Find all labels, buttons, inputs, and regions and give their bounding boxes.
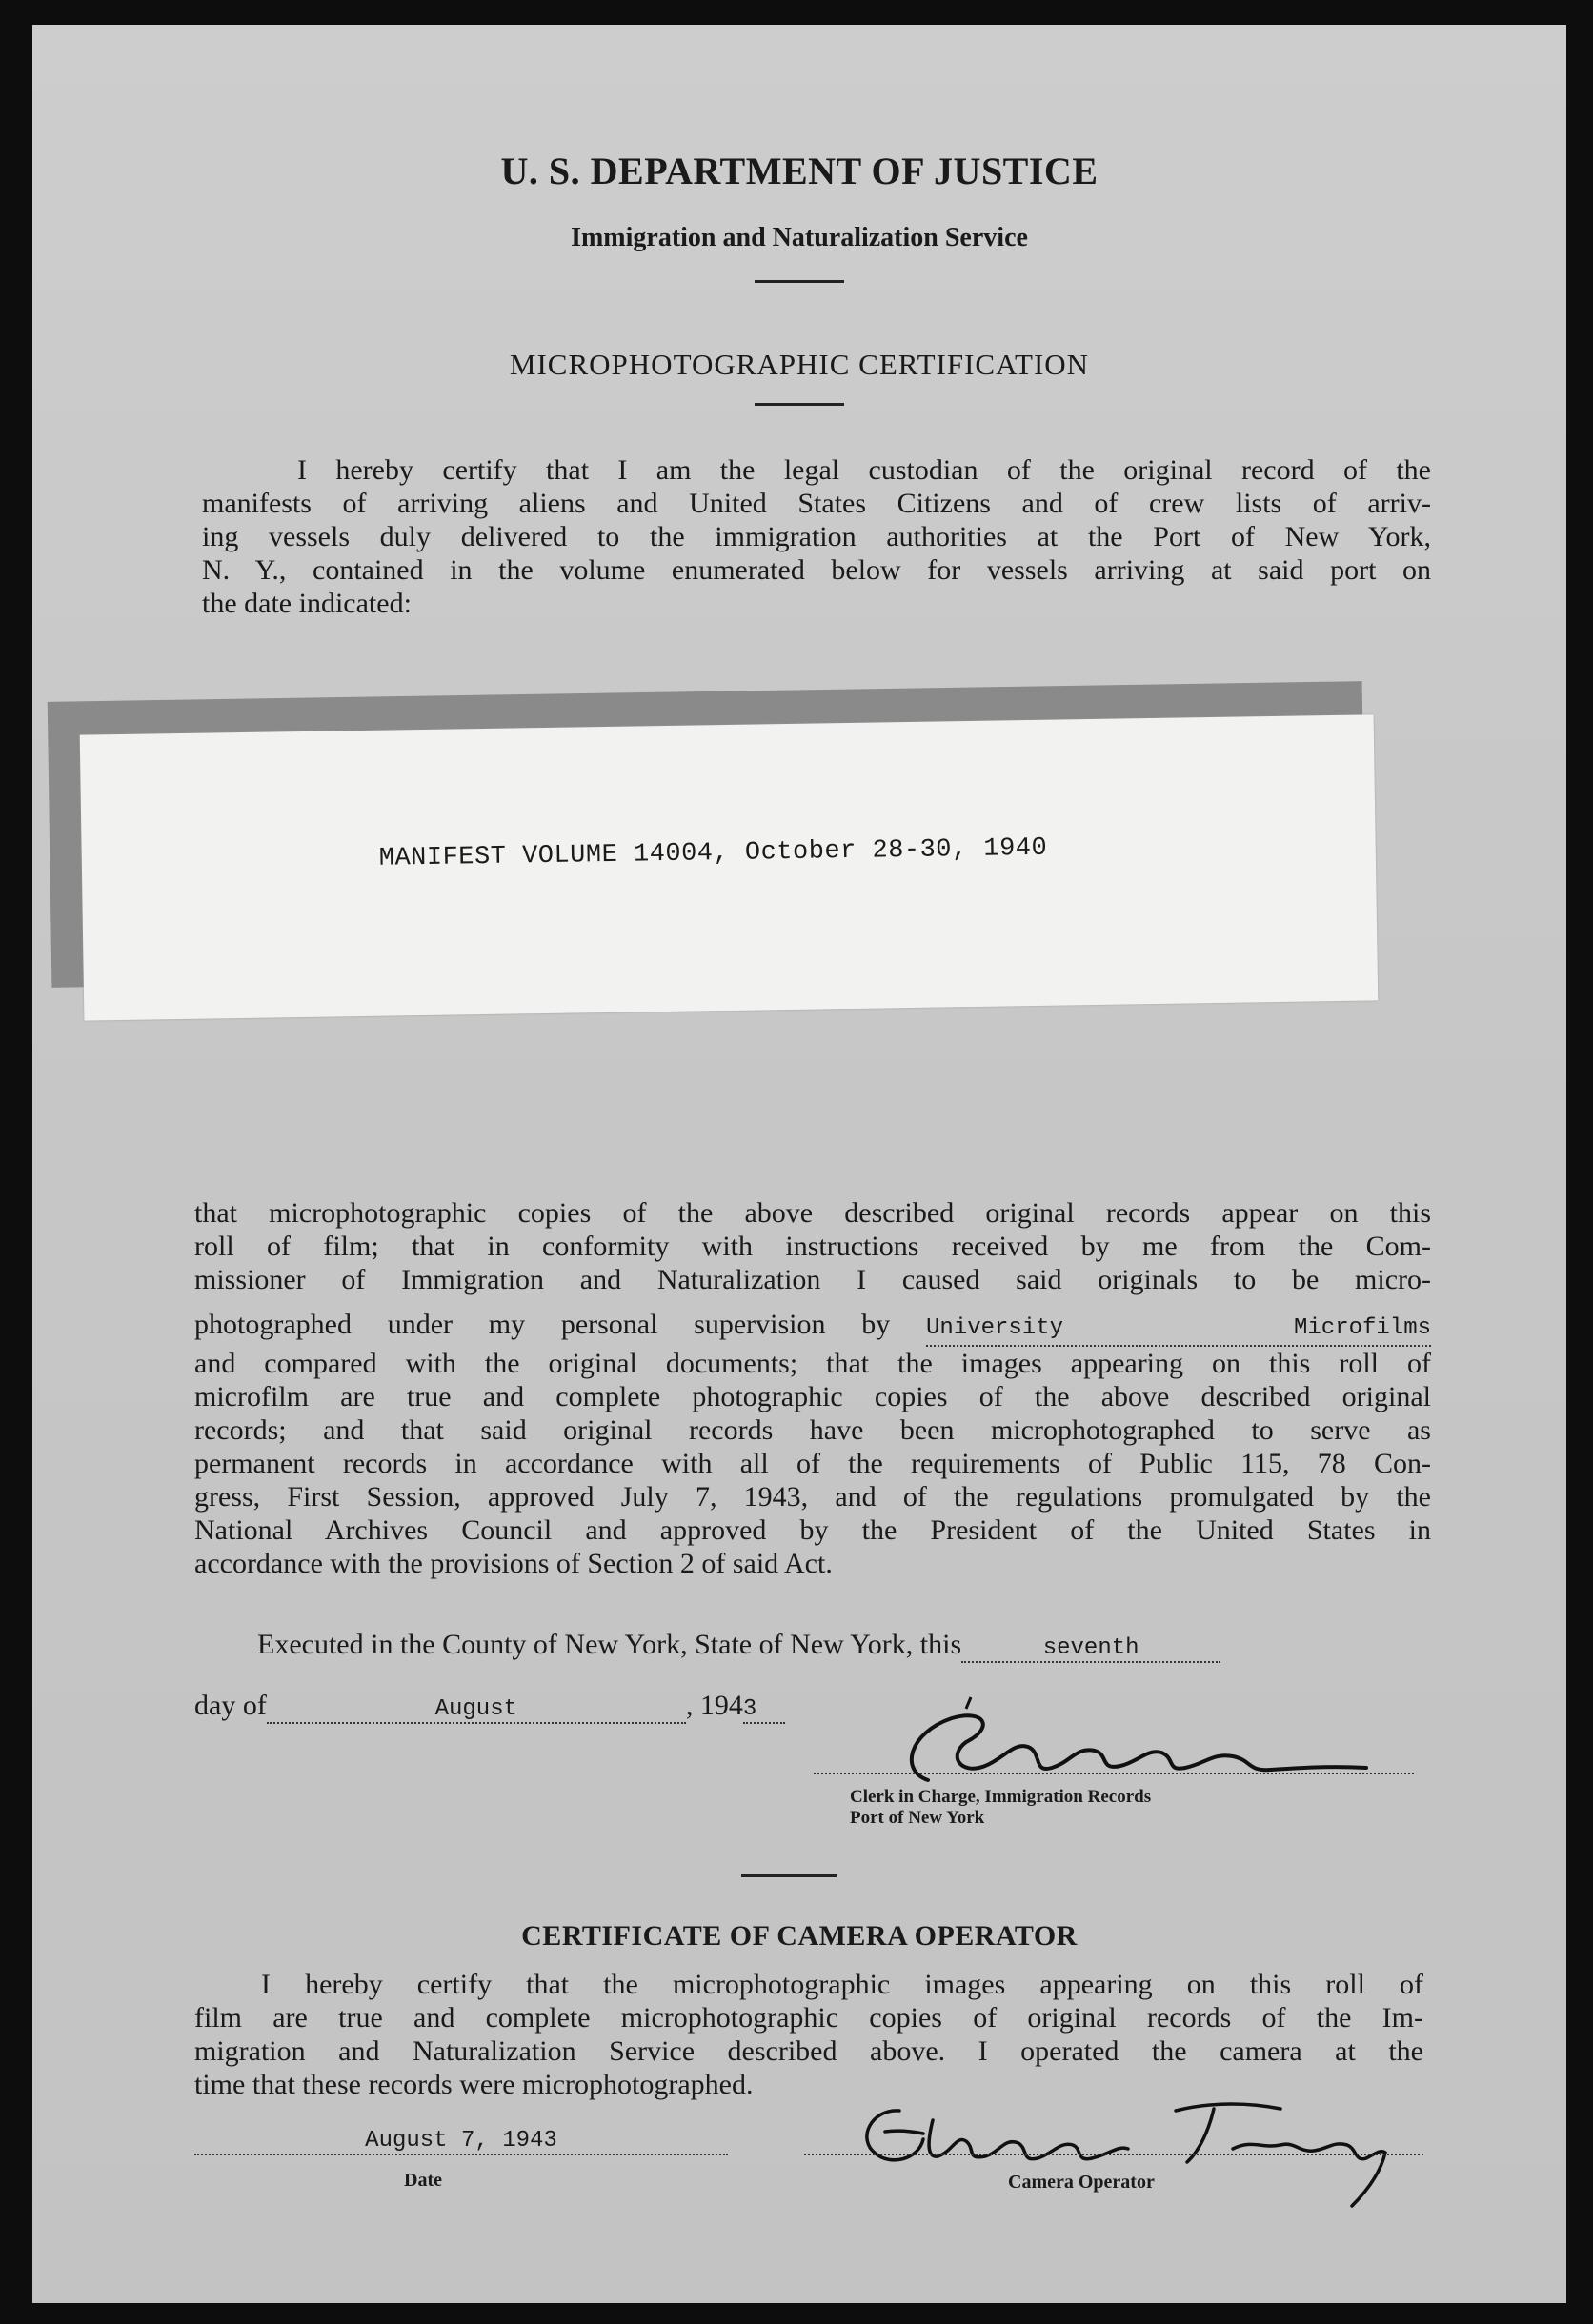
paragraph-line: records; and that said original records have been microphotographed to serve as bbox=[194, 1414, 1431, 1446]
clerk-title bbox=[850, 1787, 1151, 1829]
paragraph-line: accordance with the provisions of Section 2 of said Act. bbox=[194, 1548, 833, 1579]
paragraph-line: microfilm are true and complete photographic copies of the above described original bbox=[194, 1381, 1431, 1412]
year-field bbox=[743, 1690, 785, 1724]
paragraph-line: that microphotographic copies of the above described original records appear on this bbox=[194, 1197, 1431, 1229]
camera-operator-paragraph bbox=[194, 1968, 1423, 2101]
paragraph-line: I hereby certify that the microphotographic images appearing on this roll of bbox=[261, 1969, 1423, 2000]
paragraph-line: gress, First Session, approved July 7, 1943, and of the regulations promulgated by the bbox=[194, 1481, 1431, 1513]
paragraph-line: I hereby certify that I am the legal custodian of the original record of the bbox=[297, 454, 1431, 486]
clerk-title-line: Clerk in Charge, Immigration Records bbox=[850, 1787, 1152, 1807]
supervision-line bbox=[194, 1308, 1431, 1347]
execution-prefix: Executed in the County of New York, State of New York, this bbox=[257, 1629, 962, 1660]
clerk-signature-line bbox=[814, 1773, 1414, 1774]
body-paragraph bbox=[194, 1196, 1431, 1580]
paragraph-line: roll of film; that in conformity with instructions received by me from the Com- bbox=[194, 1231, 1431, 1262]
clerk-title-line: Port of New York bbox=[850, 1808, 985, 1828]
manifest-volume-slip bbox=[80, 714, 1379, 1020]
month-field bbox=[267, 1690, 686, 1724]
service-subheading: Immigration and Naturalization Service bbox=[571, 223, 1028, 252]
supervision-prefix: photographed under my personal supervision by bbox=[194, 1309, 891, 1340]
execution-line bbox=[257, 1629, 1220, 1663]
paragraph-line: and compared with the original documents; that the images appearing on this roll of bbox=[194, 1348, 1431, 1379]
date-field bbox=[194, 2128, 728, 2155]
supervision-value: University Microfilms bbox=[926, 1315, 1432, 1341]
date-line bbox=[194, 1690, 785, 1724]
intro-paragraph bbox=[202, 453, 1431, 620]
paragraph-line: manifests of arriving aliens and United States Citizens and of crew lists of arriv- bbox=[202, 488, 1431, 519]
day-of-label: day of bbox=[194, 1690, 267, 1721]
day-value: seventh bbox=[1042, 1635, 1139, 1661]
divider-rule bbox=[755, 280, 844, 283]
paragraph-line: permanent records in accordance with all of the requirements of Public 115, 78 Con- bbox=[194, 1448, 1431, 1479]
camera-operator-signature bbox=[833, 2082, 1423, 2215]
paragraph-line: migration and Naturalization Service described above. I operated the camera at the bbox=[194, 2035, 1423, 2067]
operator-signature-line bbox=[804, 2154, 1423, 2155]
year-digit: 3 bbox=[742, 1696, 757, 1722]
paragraph-line: ing vessels duly delivered to the immigration authorities at the Port of New York, bbox=[202, 521, 1431, 552]
paragraph-line: time that these records were microphotographed. bbox=[194, 2069, 754, 2100]
divider-rule bbox=[741, 1874, 837, 1877]
department-heading: U. S. DEPARTMENT OF JUSTICE bbox=[500, 150, 1099, 192]
month-value: August bbox=[434, 1696, 518, 1722]
paragraph-line: National Archives Council and approved by the President of the United States in bbox=[194, 1514, 1431, 1546]
day-field bbox=[961, 1629, 1220, 1663]
date-value: August 7, 1943 bbox=[365, 2128, 557, 2154]
divider-rule bbox=[755, 403, 844, 406]
camera-operator-title: CERTIFICATE OF CAMERA OPERATOR bbox=[521, 1920, 1078, 1952]
paragraph-line: the date indicated: bbox=[202, 588, 412, 619]
date-label: Date bbox=[404, 2170, 442, 2191]
manifest-volume-text: MANIFEST VOLUME 14004, October 28-30, 1940 bbox=[378, 833, 1048, 873]
supervision-field bbox=[926, 1308, 1431, 1347]
year-prefix: , 194 bbox=[685, 1690, 743, 1721]
operator-label: Camera Operator bbox=[1008, 2172, 1155, 2193]
certification-title: MICROPHOTOGRAPHIC CERTIFICATION bbox=[509, 348, 1090, 381]
paragraph-line: N. Y., contained in the volume enumerated below for vessels arriving at said port on bbox=[202, 554, 1431, 586]
paragraph-line: missioner of Immigration and Naturalization I caused said originals to be micro- bbox=[194, 1264, 1431, 1295]
document-page bbox=[32, 25, 1566, 2303]
paragraph-line: film are true and complete microphotographic copies of original records of the Im- bbox=[194, 2002, 1423, 2034]
